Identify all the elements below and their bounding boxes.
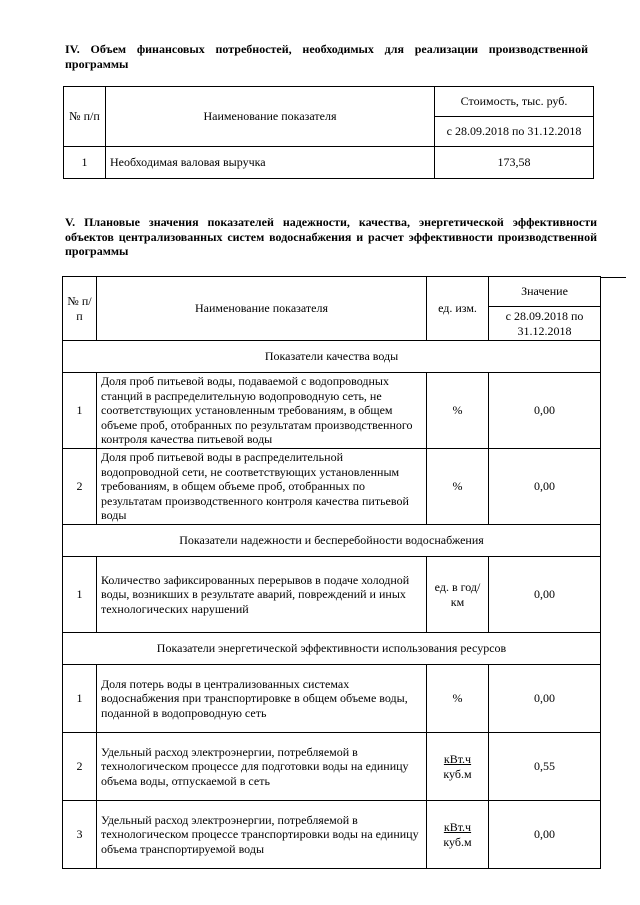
col-header-indicator: Наименование показателя: [97, 277, 427, 341]
row-name: Удельный расход электроэнергии, потребляемой в технологическом процессе транспортировки воды на единицу объема транспортируемой воды: [97, 801, 427, 869]
table-row: [63, 449, 601, 525]
row-value: 0,00: [489, 801, 601, 869]
group-title-energy: Показатели энергетической эффективности использования ресурсов: [63, 633, 601, 665]
section-5-heading: V. Плановые значения показателей надежности, качества, энергетической эффективности объектов централизованных систем водоснабжения и расчет эффективности производственной программы: [65, 215, 597, 258]
unit-fraction: [443, 820, 471, 850]
row-num: 1: [64, 147, 106, 179]
table-row: [63, 557, 601, 633]
row-value: 0,00: [489, 373, 601, 449]
row-name: Количество зафиксированных перерывов в подаче холодной воды, возникших в результате аварий, повреждений и иных технологических нарушений: [97, 557, 427, 633]
row-num: 2: [63, 733, 97, 801]
row-name: Доля потерь воды в централизованных системах водоснабжения при транспортировке в общем объеме воды, поданной в водопроводную сеть: [97, 665, 427, 733]
row-unit: ед. в год/ км: [427, 557, 489, 633]
row-unit: [427, 801, 489, 869]
row-num: 3: [63, 801, 97, 869]
row-value: 0,00: [489, 557, 601, 633]
table-row: [63, 665, 601, 733]
group-title-reliability: Показатели надежности и бесперебойности водоснабжения: [63, 525, 601, 557]
row-unit: [427, 733, 489, 801]
col-header-value: Значение: [489, 277, 601, 307]
table-row: [64, 147, 594, 179]
col-header-num: № п/п: [63, 277, 97, 341]
col-header-period: с 28.09.2018 по 31.12.2018: [435, 117, 594, 147]
row-value: 0,55: [489, 733, 601, 801]
col-header-cost: Стоимость, тыс. руб.: [435, 87, 594, 117]
unit-denominator: куб.м: [443, 834, 472, 849]
unit-numerator: кВт.ч: [443, 751, 472, 766]
row-name: Удельный расход электроэнергии, потребляемой в технологическом процессе для подготовки воды на единицу объема воды, отпускаемой в сеть: [97, 733, 427, 801]
row-value: 0,00: [489, 665, 601, 733]
col-header-indicator: Наименование показателя: [106, 87, 435, 147]
unit-numerator: кВт.ч: [443, 819, 472, 834]
unit-denominator: куб.м: [443, 766, 472, 781]
group-title-quality: Показатели качества воды: [63, 341, 601, 373]
row-name: Доля проб питьевой воды в распределительной водопроводной сети, не соответствующих установленным требованиям, в общем объеме проб, отобранных по результатам производственного контроля качества питьевой воды: [97, 449, 427, 525]
table-row: [63, 801, 601, 869]
indicators-table: [62, 276, 601, 869]
financial-needs-table: [63, 86, 594, 179]
row-num: 2: [63, 449, 97, 525]
row-name: Доля проб питьевой воды, подаваемой с водопроводных станций в распределительную водопроводную сеть, не соответствующих установленным требованиям, в общем объеме проб, отобранных по результатам производственного контроля качества питьевой воды: [97, 373, 427, 449]
row-name: Необходимая валовая выручка: [106, 147, 435, 179]
col-header-num: № п/п: [64, 87, 106, 147]
row-num: 1: [63, 557, 97, 633]
section-4-heading: IV. Объем финансовых потребностей, необходимых для реализации производственной программы: [65, 42, 588, 71]
col-header-unit: ед. изм.: [427, 277, 489, 341]
unit-fraction: [443, 752, 471, 782]
row-value: 0,00: [489, 449, 601, 525]
row-value: 173,58: [435, 147, 594, 179]
margin-line: [600, 277, 626, 278]
table-row: [63, 373, 601, 449]
row-unit: %: [427, 449, 489, 525]
row-unit: %: [427, 373, 489, 449]
col-header-period: с 28.09.2018 по 31.12.2018: [489, 307, 601, 341]
row-num: 1: [63, 665, 97, 733]
row-num: 1: [63, 373, 97, 449]
row-unit: %: [427, 665, 489, 733]
table-row: [63, 733, 601, 801]
